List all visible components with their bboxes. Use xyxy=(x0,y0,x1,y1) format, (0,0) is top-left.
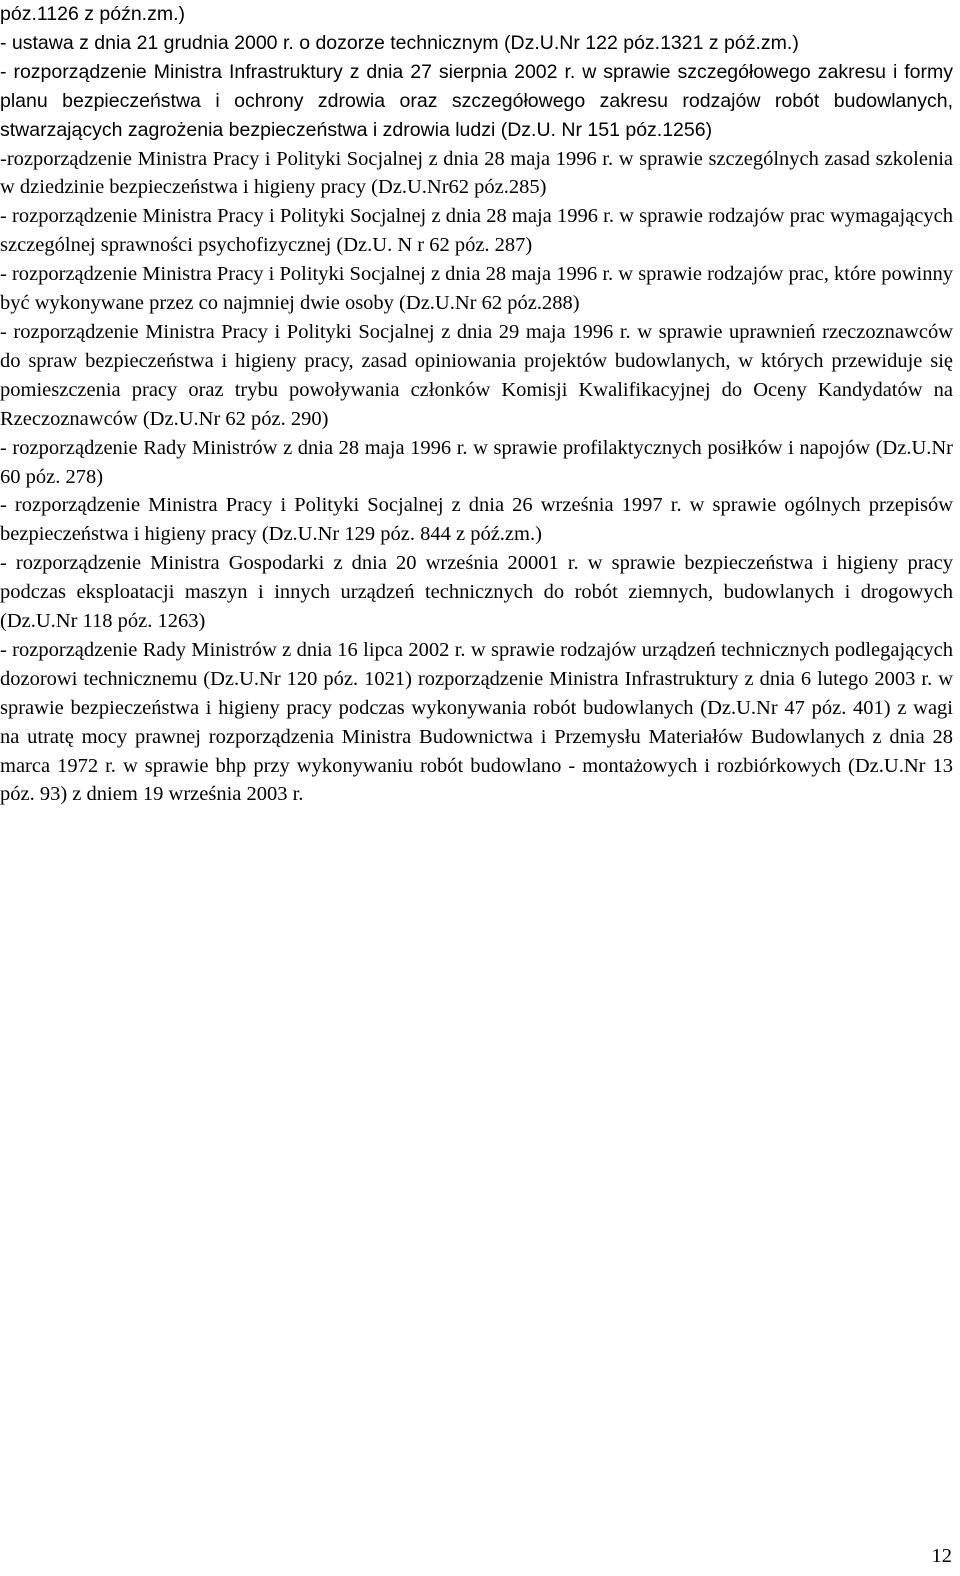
list-item: - rozporządzenie Ministra Pracy i Polityki Socjalnej z dnia 26 września 1997 r. w sprawie ogólnych przepisów bezpieczeństwa i higieny pracy (Dz.U.Nr 129 póz. 844 z póź.zm.) xyxy=(0,494,953,546)
list-item: -rozporządzenie Ministra Pracy i Polityki Socjalnej z dnia 28 maja 1996 r. w sprawie szczególnych zasad szkolenia w dziedzinie bezpieczeństwa i higieny pracy (Dz.U.Nr62 póz.285) xyxy=(0,147,953,199)
list-item: - ustawa z dnia 21 grudnia 2000 r. o dozorze technicznym (Dz.U.Nr 122 póz.1321 z póź.zm.) xyxy=(0,31,799,54)
page-number: 12 xyxy=(931,1545,952,1567)
list-item: - rozporządzenie Ministra Infrastruktury z dnia 27 sierpnia 2002 r. w sprawie szczegółowego zakresu i formy planu bezpieczeństwa i ochrony zdrowia oraz szczegółowego zakresu rodzajów robót budowlanych, stwarzających zagrożenia bezpieczeństwa i zdrowia ludzi (Dz.U. Nr 151 póz.1256) xyxy=(0,60,953,141)
list-item: póz.1126 z późn.zm.) xyxy=(0,3,185,25)
list-item: - rozporządzenie Ministra Pracy i Polityki Socjalnej z dnia 28 maja 1996 r. w sprawie rodzajów prac wymagających szczególnej sprawności psychofizycznej (Dz.U. N r 62 póz. 287) xyxy=(0,205,953,257)
list-item: - rozporządzenie Rady Ministrów z dnia 16 lipca 2002 r. w sprawie rodzajów urządzeń technicznych podlegających dozorowi technicznemu (Dz.U.Nr 120 póz. 1021) rozporządzenie Ministra Infrastruktury z dnia 6 lutego 2003 r. w sprawie bezpieczeństwa i higieny pracy podczas wykonywania robót budowlanych (Dz.U.Nr 47 póz. 401) z wagi na utratę mocy prawnej rozporządzenia Ministra Budownictwa i Przemysłu Materiałów Budowlanych z dnia 28 marca 1972 r. w sprawie bhp przy wykonywaniu robót budowlano - montażowych i rozbiórkowych (Dz.U.Nr 13 póz. 93) z dniem 19 września 2003 r. xyxy=(0,638,953,806)
list-item: - rozporządzenie Rady Ministrów z dnia 28 maja 1996 r. w sprawie profilaktycznych posiłków i napojów (Dz.U.Nr 60 póz. 278) xyxy=(0,436,953,488)
list-item: - rozporządzenie Ministra Pracy i Polityki Socjalnej z dnia 28 maja 1996 r. w sprawie rodzajów prac, które powinny być wykonywane przez co najmniej dwie osoby (Dz.U.Nr 62 póz.288) xyxy=(0,263,953,315)
list-item: - rozporządzenie Ministra Gospodarki z dnia 20 września 20001 r. w sprawie bezpieczeństwa i higieny pracy podczas eksploatacji maszyn i innych urządzeń technicznych do robót ziemnych, budowlanych i drogowych (Dz.U.Nr 118 póz. 1263) xyxy=(0,552,953,633)
list-item: - rozporządzenie Ministra Pracy i Polityki Socjalnej z dnia 29 maja 1996 r. w sprawie uprawnień rzeczoznawców do spraw bezpieczeństwa i higieny pracy, zasad opiniowania projektów budowlanych, w których przewiduje się pomieszczenia pracy oraz trybu powoływania członków Komisji Kwalifikacyjnej do Oceny Kandydatów na Rzeczoznawców (Dz.U.Nr 62 póz. 290) xyxy=(0,320,953,430)
